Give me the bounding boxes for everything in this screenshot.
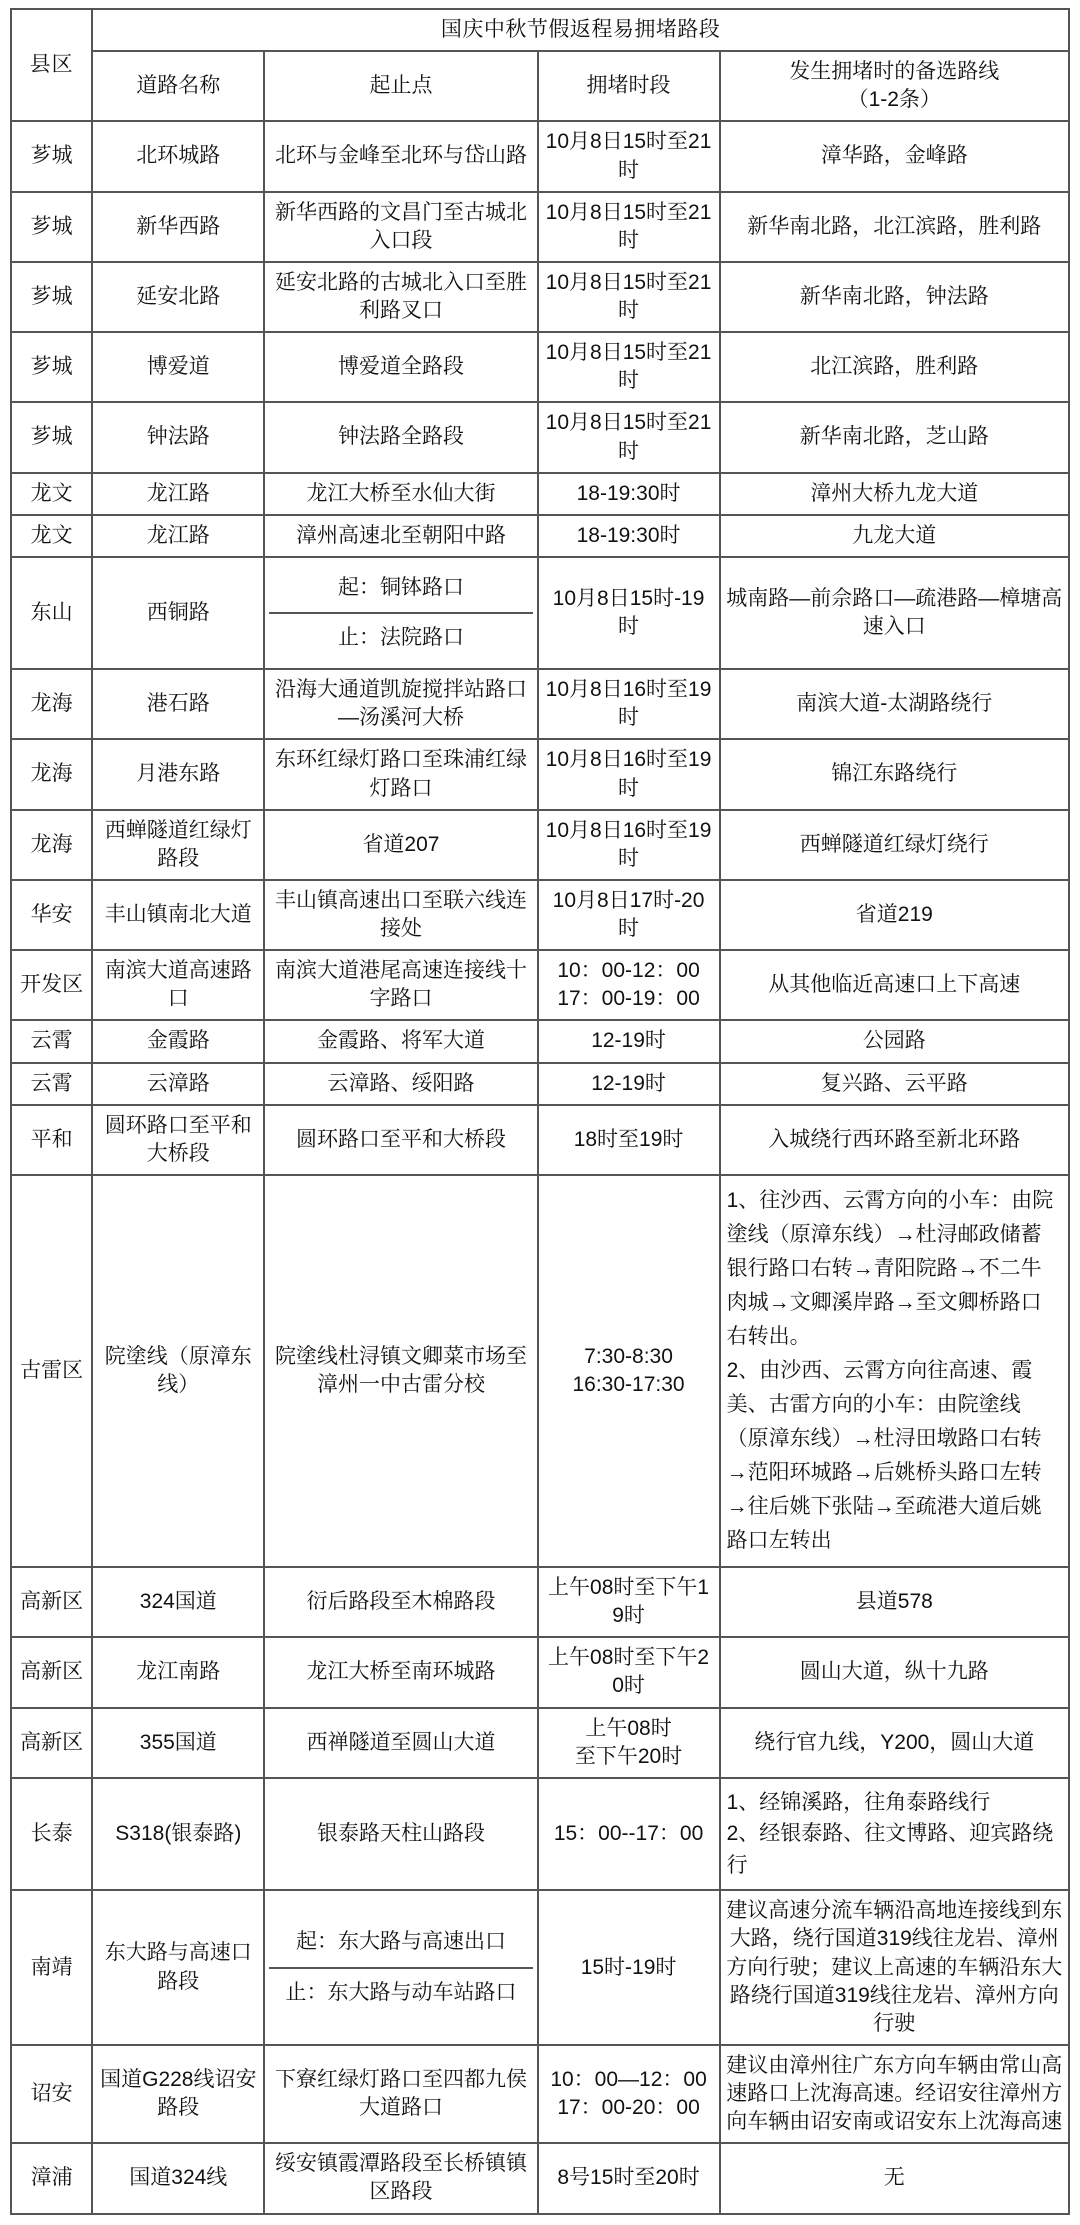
table-row: [11, 880, 1069, 950]
cell-road: 院塗线（原漳东线）: [92, 1175, 264, 1567]
cell-time: 18时至19时: [538, 1105, 720, 1175]
cell-time: 上午08时至下午19时: [538, 1567, 720, 1637]
table-row: [11, 2045, 1069, 2143]
table-row: [11, 810, 1069, 880]
alt-route-item: 2、经银泰路、往文博路、迎宾路绕行: [726, 1822, 1054, 1877]
cell-county: 开发区: [11, 950, 92, 1020]
cell-county: 龙海: [11, 739, 92, 809]
cell-time: 上午08时 至下午20时: [538, 1708, 720, 1778]
cell-road: 月港东路: [92, 739, 264, 809]
cell-alt-routes: 漳华路，金峰路: [720, 121, 1069, 191]
cell-time: 10月8日17时-20时: [538, 880, 720, 950]
cell-span: 西禅隧道至圆山大道: [264, 1708, 537, 1778]
cell-alt-routes: 从其他临近高速口上下高速: [720, 950, 1069, 1020]
table-row: [11, 332, 1069, 402]
cell-time: 10：00—12：00 17：00-20：00: [538, 2045, 720, 2143]
cell-road: 北环城路: [92, 121, 264, 191]
cell-time: 10月8日15时至21时: [538, 192, 720, 262]
cell-span-split: [264, 1890, 537, 2045]
table-row: [11, 1890, 1069, 2045]
cell-alt-routes: 绕行官九线，Y200，圆山大道: [720, 1708, 1069, 1778]
cell-road: 龙江路: [92, 515, 264, 557]
cell-county: 芗城: [11, 332, 92, 402]
congestion-table: [10, 8, 1070, 2215]
cell-span: 丰山镇高速出口至联六线连接处: [264, 880, 537, 950]
page-title: 国庆中秋节假返程易拥堵路段: [92, 9, 1069, 51]
cell-road: 延安北路: [92, 262, 264, 332]
cell-span: 延安北路的古城北入口至胜利路叉口: [264, 262, 537, 332]
cell-road: 博爱道: [92, 332, 264, 402]
cell-span-start: 起：东大路与高速出口: [269, 1918, 532, 1967]
cell-time: 12-19时: [538, 1020, 720, 1062]
table-row: [11, 473, 1069, 515]
alt-route-item: 1、经锦溪路，往角泰路线行: [726, 1790, 991, 1814]
cell-time: 12-19时: [538, 1063, 720, 1105]
cell-alt-routes: 入城绕行西环路至新北环路: [720, 1105, 1069, 1175]
cell-alt-routes: 南滨大道-太湖路绕行: [720, 669, 1069, 739]
cell-alt-routes: 复兴路、云平路: [720, 1063, 1069, 1105]
cell-county: 高新区: [11, 1637, 92, 1707]
cell-time: 7:30-8:30 16:30-17:30: [538, 1175, 720, 1567]
table-row: [11, 1778, 1069, 1891]
cell-county: 东山: [11, 557, 92, 669]
cell-county: 龙海: [11, 669, 92, 739]
cell-time: 15时-19时: [538, 1890, 720, 2045]
cell-county: 龙海: [11, 810, 92, 880]
table-row: [11, 1105, 1069, 1175]
cell-road: 丰山镇南北大道: [92, 880, 264, 950]
cell-span: 东环红绿灯路口至珠浦红绿灯路口: [264, 739, 537, 809]
cell-time: 10：00-12：00 17：00-19：00: [538, 950, 720, 1020]
alt-routes-list: [725, 1182, 1064, 1560]
cell-span: 云漳路、绥阳路: [264, 1063, 537, 1105]
cell-road: 西蝉隧道红绿灯路段: [92, 810, 264, 880]
cell-span: 沿海大通道凯旋搅拌站路口—汤溪河大桥: [264, 669, 537, 739]
cell-road: 新华西路: [92, 192, 264, 262]
cell-alt-routes: 九龙大道: [720, 515, 1069, 557]
cell-span: 省道207: [264, 810, 537, 880]
cell-span: 北环与金峰至北环与岱山路: [264, 121, 537, 191]
table-row: [11, 950, 1069, 1020]
cell-road: 东大路与高速口路段: [92, 1890, 264, 2045]
cell-span: 新华西路的文昌门至古城北入口段: [264, 192, 537, 262]
cell-county: 华安: [11, 880, 92, 950]
cell-county: 诏安: [11, 2045, 92, 2143]
cell-road: 龙江路: [92, 473, 264, 515]
cell-road: 云漳路: [92, 1063, 264, 1105]
cell-time: 上午08时至下午20时: [538, 1637, 720, 1707]
cell-county: 漳浦: [11, 2143, 92, 2213]
cell-time: 8号15时至20时: [538, 2143, 720, 2213]
table-row: [11, 669, 1069, 739]
cell-span: 博爱道全路段: [264, 332, 537, 402]
cell-span-start: 起：铜钵路口: [269, 564, 532, 613]
cell-county: 高新区: [11, 1708, 92, 1778]
table-row: [11, 1567, 1069, 1637]
cell-alt-routes: 新华南北路，芝山路: [720, 402, 1069, 472]
cell-span: 钟法路全路段: [264, 402, 537, 472]
cell-alt-routes: 建议由漳州往广东方向车辆由常山高速路口上沈海高速。经诏安往漳州方向车辆由诏安南或诏安东上沈海高速: [720, 2045, 1069, 2143]
cell-time: 10月8日16时至19时: [538, 669, 720, 739]
cell-county: 长泰: [11, 1778, 92, 1891]
cell-alt-routes: 公园路: [720, 1020, 1069, 1062]
table-row: [11, 1063, 1069, 1105]
cell-county: 平和: [11, 1105, 92, 1175]
cell-road: S318(银泰路): [92, 1778, 264, 1891]
cell-alt-routes: 无: [720, 2143, 1069, 2213]
cell-alt-routes: 新华南北路，北江滨路，胜利路: [720, 192, 1069, 262]
cell-time: 10月8日16时至19时: [538, 810, 720, 880]
table-row: [11, 739, 1069, 809]
cell-alt-routes: 县道578: [720, 1567, 1069, 1637]
column-header-time: 拥堵时段: [538, 51, 720, 121]
cell-county: 云霄: [11, 1063, 92, 1105]
cell-span: 圆环路口至平和大桥段: [264, 1105, 537, 1175]
cell-time: 18-19:30时: [538, 515, 720, 557]
column-header-row: [11, 51, 1069, 121]
column-header-county: 县区: [11, 9, 92, 121]
cell-county: 高新区: [11, 1567, 92, 1637]
cell-time: 18-19:30时: [538, 473, 720, 515]
cell-county: 云霄: [11, 1020, 92, 1062]
cell-road: 金霞路: [92, 1020, 264, 1062]
cell-span: 绥安镇霞潭路段至长桥镇镇区路段: [264, 2143, 537, 2213]
table-title-row: [11, 9, 1069, 51]
cell-county: 芗城: [11, 402, 92, 472]
alt-route-item: 2、由沙西、云霄方向往高速、霞美、古雷方向的小车：由院塗线（原漳东线）→杜浔田墩路口右转→范阳环城路→后姚桥头路口左转→往后姚下张陆→至疏港大道后姚路口左转出: [726, 1358, 1042, 1553]
cell-span: 院塗线杜浔镇文卿菜市场至漳州一中古雷分校: [264, 1175, 537, 1567]
cell-span: 金霞路、将军大道: [264, 1020, 537, 1062]
cell-alt-routes: 圆山大道，纵十九路: [720, 1637, 1069, 1707]
table-row: [11, 2143, 1069, 2213]
cell-county: 芗城: [11, 121, 92, 191]
cell-span: 龙江大桥至南环城路: [264, 1637, 537, 1707]
table-row: [11, 1175, 1069, 1567]
cell-alt-routes: [720, 1175, 1069, 1567]
cell-county: 芗城: [11, 262, 92, 332]
cell-road: 钟法路: [92, 402, 264, 472]
table-row: [11, 262, 1069, 332]
cell-alt-routes: 建议高速分流车辆沿高地连接线到东大路，绕行国道319线往龙岩、漳州方向行驶；建议上高速的车辆沿东大路绕行国道319线往龙岩、漳州方向行驶: [720, 1890, 1069, 2045]
cell-road: 南滨大道高速路口: [92, 950, 264, 1020]
column-header-alt-line1: 发生拥堵时的备选路线: [789, 60, 1000, 84]
cell-span-end: 止：法院路口: [269, 613, 532, 662]
cell-alt-routes: 西蝉隧道红绿灯绕行: [720, 810, 1069, 880]
cell-alt-routes: 城南路—前佘路口—疏港路—樟塘高速入口: [720, 557, 1069, 669]
table-row: [11, 402, 1069, 472]
cell-time: 10月8日15时至21时: [538, 121, 720, 191]
cell-county: 芗城: [11, 192, 92, 262]
cell-road: 圆环路口至平和大桥段: [92, 1105, 264, 1175]
cell-alt-routes: 新华南北路，钟法路: [720, 262, 1069, 332]
cell-span: 衍后路段至木棉路段: [264, 1567, 537, 1637]
alt-routes-list: [725, 1785, 1064, 1884]
cell-county: 龙文: [11, 473, 92, 515]
cell-time: 10月8日15时至21时: [538, 402, 720, 472]
cell-time: 15：00--17：00: [538, 1778, 720, 1891]
table-row: [11, 1708, 1069, 1778]
cell-time: 10月8日15时至21时: [538, 332, 720, 402]
cell-span-end: 止：东大路与动车站路口: [269, 1968, 532, 2017]
cell-road: 国道324线: [92, 2143, 264, 2213]
table-row: [11, 557, 1069, 669]
cell-span: 漳州高速北至朝阳中路: [264, 515, 537, 557]
cell-alt-routes: 北江滨路，胜利路: [720, 332, 1069, 402]
cell-alt-routes: [720, 1778, 1069, 1891]
cell-alt-routes: 漳州大桥九龙大道: [720, 473, 1069, 515]
cell-road: 324国道: [92, 1567, 264, 1637]
cell-span: 下寮红绿灯路口至四都九侯大道路口: [264, 2045, 537, 2143]
cell-county: 南靖: [11, 1890, 92, 2045]
cell-county: 龙文: [11, 515, 92, 557]
cell-span: 银泰路天柱山路段: [264, 1778, 537, 1891]
table-row: [11, 121, 1069, 191]
column-header-alt: [720, 51, 1069, 121]
table-row: [11, 1637, 1069, 1707]
cell-time: 10月8日16时至19时: [538, 739, 720, 809]
cell-road: 龙江南路: [92, 1637, 264, 1707]
cell-span: 南滨大道港尾高速连接线十字路口: [264, 950, 537, 1020]
alt-route-item: 1、往沙西、云霄方向的小车：由院塗线（原漳东线）→杜浔邮政储蓄银行路口右转→青阳院路→不二牛肉城→文卿溪岸路→至文卿桥路口右转出。: [726, 1188, 1054, 1348]
cell-road: 国道G228线诏安路段: [92, 2045, 264, 2143]
cell-span-split: [264, 557, 537, 669]
cell-time: 10月8日15时至21时: [538, 262, 720, 332]
cell-road: 港石路: [92, 669, 264, 739]
cell-road: 西铜路: [92, 557, 264, 669]
column-header-span: 起止点: [264, 51, 537, 121]
table-row: [11, 192, 1069, 262]
column-header-alt-line2: （1-2条）: [847, 88, 941, 112]
table-row: [11, 1020, 1069, 1062]
cell-alt-routes: 省道219: [720, 880, 1069, 950]
table-row: [11, 515, 1069, 557]
column-header-road: 道路名称: [92, 51, 264, 121]
cell-time: 10月8日15时-19时: [538, 557, 720, 669]
cell-alt-routes: 锦江东路绕行: [720, 739, 1069, 809]
cell-road: 355国道: [92, 1708, 264, 1778]
cell-county: 古雷区: [11, 1175, 92, 1567]
cell-span: 龙江大桥至水仙大街: [264, 473, 537, 515]
